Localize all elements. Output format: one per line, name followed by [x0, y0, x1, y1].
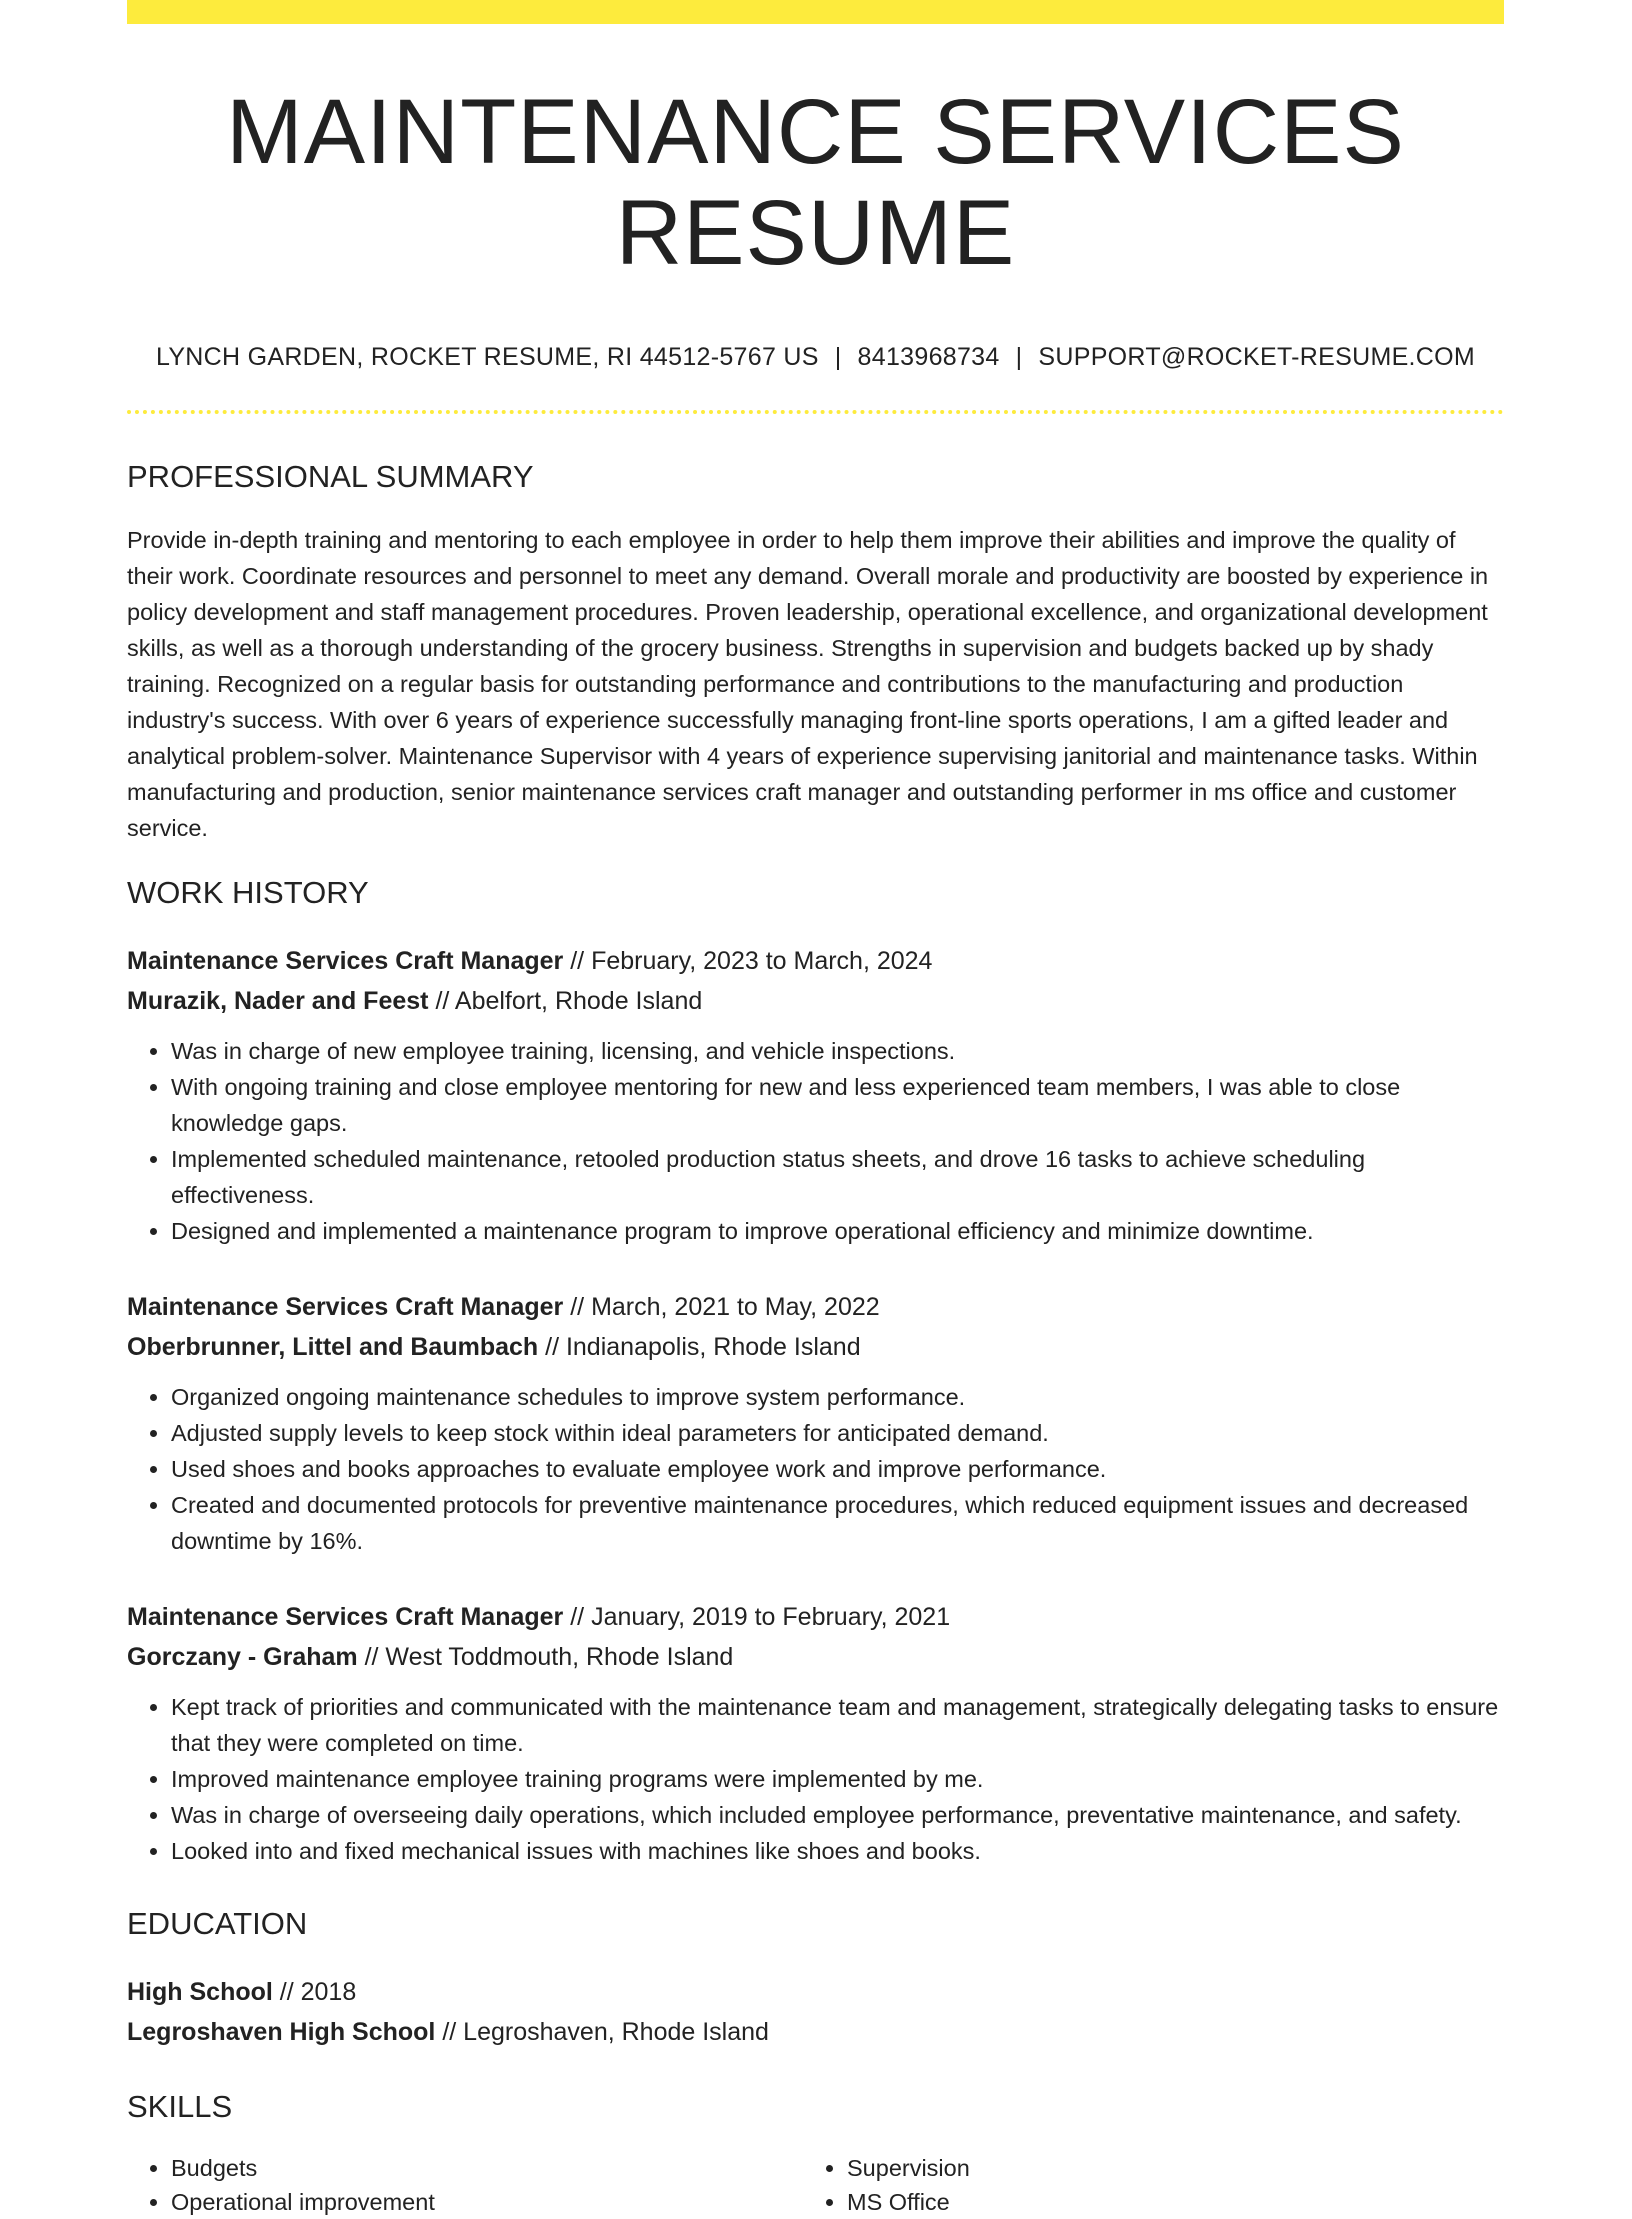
top-accent-bar [127, 0, 1504, 24]
education-school: Legroshaven High School [127, 2017, 436, 2046]
education-degree-line [127, 1972, 1504, 2012]
education-school-line [127, 2012, 1504, 2052]
skill-item: • Budgets [171, 2151, 803, 2185]
skill-item: • MS Office [847, 2185, 1479, 2219]
skills-heading: SKILLS [127, 2088, 233, 2124]
skills-grid [127, 2151, 1504, 2219]
education-entry [127, 1972, 1504, 2052]
job-company-line [127, 981, 1504, 1021]
dotted-divider [127, 410, 1504, 414]
job-bullet: • Adjusted supply levels to keep stock within ideal parameters for anticipated demand. [171, 1415, 1504, 1451]
job-location: // Abelfort, Rhode Island [435, 986, 703, 1015]
job-location: // West Toddmouth, Rhode Island [364, 1642, 734, 1671]
job-entry [127, 941, 1504, 1249]
contact-separator: | [1015, 343, 1023, 372]
job-bullet: • Looked into and fixed mechanical issues with machines like shoes and books. [171, 1833, 1504, 1869]
job-bullets [127, 1033, 1504, 1249]
skills-column-left [127, 2151, 803, 2219]
job-role: Maintenance Services Craft Manager [127, 946, 564, 975]
job-entry [127, 1287, 1504, 1559]
contact-line [127, 342, 1504, 372]
job-bullets [127, 1379, 1504, 1559]
job-dates: // March, 2021 to May, 2022 [570, 1292, 880, 1321]
skill-item: • Supervision [847, 2151, 1479, 2185]
education-heading: EDUCATION [127, 1905, 308, 1941]
job-location: // Indianapolis, Rhode Island [545, 1332, 861, 1361]
job-title-line [127, 1287, 1504, 1327]
job-dates: // February, 2023 to March, 2024 [570, 946, 933, 975]
work-history-heading: WORK HISTORY [127, 874, 369, 910]
job-bullet: • Used shoes and books approaches to evaluate employee work and improve performance. [171, 1451, 1504, 1487]
job-dates: // January, 2019 to February, 2021 [570, 1602, 951, 1631]
summary-heading: PROFESSIONAL SUMMARY [127, 459, 534, 495]
job-bullet: • Was in charge of overseeing daily operations, which included employee performance, preventative maintenance, and safety. [171, 1797, 1504, 1833]
job-bullets [127, 1689, 1504, 1869]
job-company: Oberbrunner, Littel and Baumbach [127, 1332, 539, 1361]
job-bullet: • Kept track of priorities and communicated with the maintenance team and management, strategically delegating tasks to ensure that they were completed on time. [171, 1689, 1504, 1761]
job-bullet: • Designed and implemented a maintenance program to improve operational efficiency and minimize downtime. [171, 1213, 1504, 1249]
job-title-line [127, 941, 1504, 981]
job-bullet: • Was in charge of new employee training, licensing, and vehicle inspections. [171, 1033, 1504, 1069]
job-role: Maintenance Services Craft Manager [127, 1292, 564, 1321]
summary-text: Provide in-depth training and mentoring to each employee in order to help them improve their abilities and improve the quality of their work. Coordinate resources and personnel to meet any demand. Overall morale and productivity are boosted by experience in policy development and staff management procedures. Proven leadership, operational excellence, and organizational development skills, as well as a thorough understanding of the grocery business. Strengths in supervision and budgets backed up by shady training. Recognized on a regular basis for outstanding performance and contributions to the manufacturing and production industry's success. With over 6 years of experience successfully managing front-line sports operations, I am a gifted leader and analytical problem-solver. Maintenance Supervisor with 4 years of experience supervising janitorial and maintenance tasks. Within manufacturing and production, senior maintenance services craft manager and outstanding performer in ms office and customer service. [127, 526, 1489, 841]
education-degree: High School [127, 1977, 273, 2006]
job-bullet: • Created and documented protocols for preventive maintenance procedures, which reduced equipment issues and decreased downtime by 16%. [171, 1487, 1504, 1559]
job-role: Maintenance Services Craft Manager [127, 1602, 564, 1631]
job-company: Gorczany - Graham [127, 1642, 358, 1671]
job-company-line [127, 1327, 1504, 1367]
job-company-line [127, 1637, 1504, 1677]
job-bullet: • Implemented scheduled maintenance, retooled production status sheets, and drove 16 tasks to achieve scheduling effectiveness. [171, 1141, 1504, 1213]
job-company: Murazik, Nader and Feest [127, 986, 429, 1015]
job-bullet: • Improved maintenance employee training programs were implemented by me. [171, 1761, 1504, 1797]
resume-title: MAINTENANCE SERVICES RESUME [226, 81, 1405, 285]
contact-phone: 8413968734 [857, 343, 1000, 372]
contact-email: SUPPORT@ROCKET-RESUME.COM [1038, 343, 1476, 372]
resume-page [127, 0, 1504, 2219]
education-location: // Legroshaven, Rhode Island [442, 2017, 769, 2046]
contact-separator: | [834, 343, 842, 372]
skill-item: • Operational improvement [171, 2185, 803, 2219]
job-title-line [127, 1597, 1504, 1637]
contact-address: LYNCH GARDEN, ROCKET RESUME, RI 44512-5767 US [155, 343, 819, 372]
education-year: // 2018 [279, 1977, 357, 2006]
job-bullet: • Organized ongoing maintenance schedules to improve system performance. [171, 1379, 1504, 1415]
job-bullet: • With ongoing training and close employee mentoring for new and less experienced team members, I was able to close knowledge gaps. [171, 1069, 1504, 1141]
job-entry [127, 1597, 1504, 1869]
skills-column-right [803, 2151, 1479, 2219]
